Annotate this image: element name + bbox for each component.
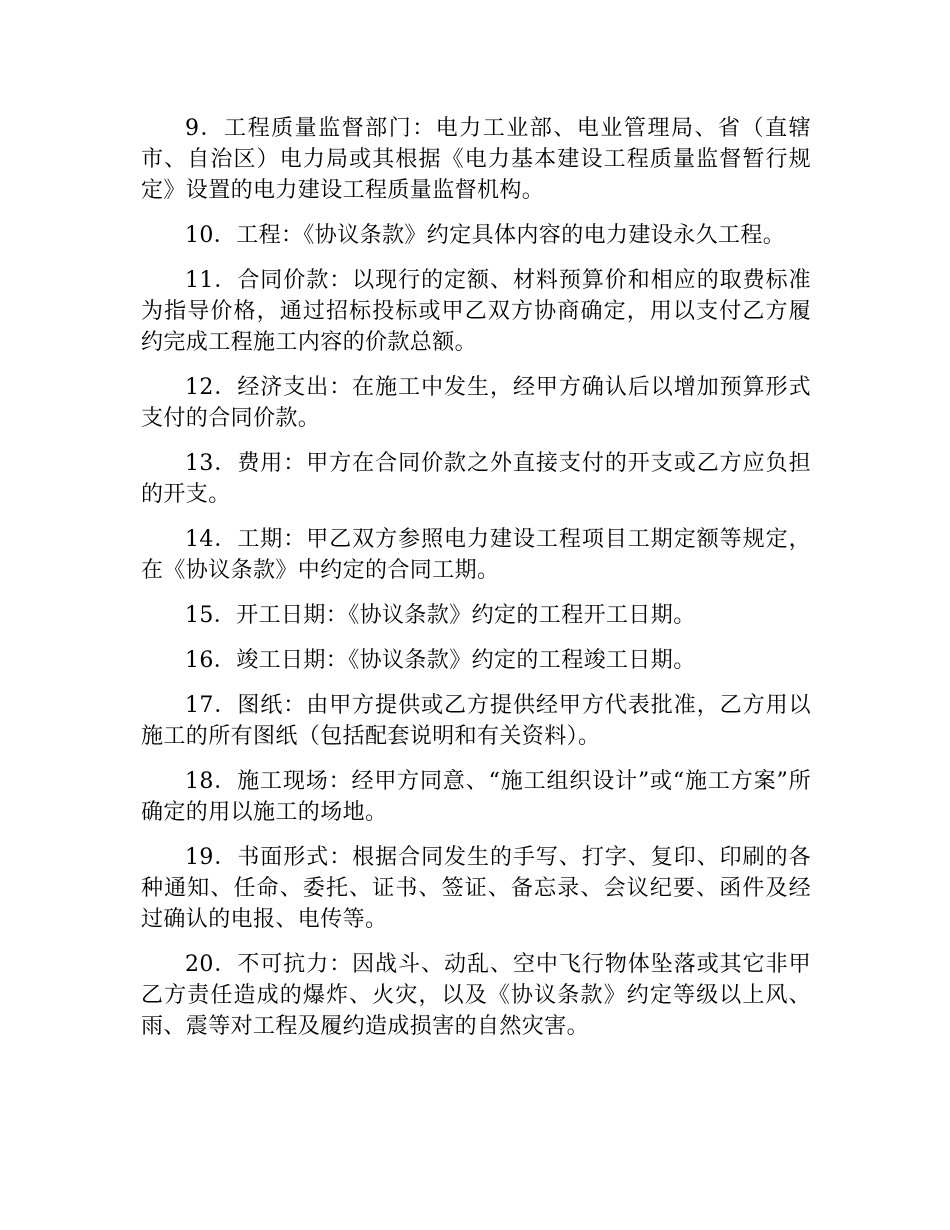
definition-paragraph-11: 11．合同价款：以现行的定额、材料预算价和相应的取费标准为指导价格，通过招标投标或甲乙双方协商确定，用以支付乙方履约完成工程施工内容的价款总额。 (141, 268, 811, 355)
definition-paragraph-17: 17．图纸：由甲方提供或乙方提供经甲方代表批准，乙方用以施工的所有图纸（包括配套说明和有关资料）。 (141, 693, 811, 749)
definition-paragraph-20: 20．不可抗力：因战斗、动乱、空中飞行物体坠落或其它非甲乙方责任造成的爆炸、火灾，以及《协议条款》约定等级以上风、雨、震等对工程及履约造成损害的自然灾害。 (141, 952, 811, 1039)
definition-paragraph-18: 18．施工现场：经甲方同意、“施工组织设计”或“施工方案”所确定的用以施工的场地。 (141, 769, 811, 825)
definition-paragraph-14: 14．工期：甲乙双方参照电力建设工程项目工期定额等规定，在《协议条款》中约定的合同工期。 (141, 527, 811, 583)
definition-paragraph-9: 9．工程质量监督部门：电力工业部、电业管理局、省（直辖市、自治区）电力局或其根据《电力基本建设工程质量监督暂行规定》设置的电力建设工程质量监督机构。 (141, 116, 811, 203)
document-page (141, 113, 811, 1056)
definition-paragraph-19: 19．书面形式：根据合同发生的手写、打字、复印、印刷的各种通知、任命、委托、证书、签证、备忘录、会议纪要、函件及经过确认的电报、电传等。 (141, 845, 811, 932)
definition-paragraph-13: 13．费用：甲方在合同价款之外直接支付的开支或乙方应负担的开支。 (141, 451, 811, 507)
definition-paragraph-10: 10．工程：《协议条款》约定具体内容的电力建设永久工程。 (185, 223, 786, 248)
definition-paragraph-12: 12．经济支出：在施工中发生，经甲方确认后以增加预算形式支付的合同价款。 (141, 375, 811, 431)
definition-paragraph-15: 15．开工日期：《协议条款》约定的工程开工日期。 (185, 603, 696, 628)
definition-paragraph-16: 16．竣工日期：《协议条款》约定的工程竣工日期。 (185, 648, 696, 673)
